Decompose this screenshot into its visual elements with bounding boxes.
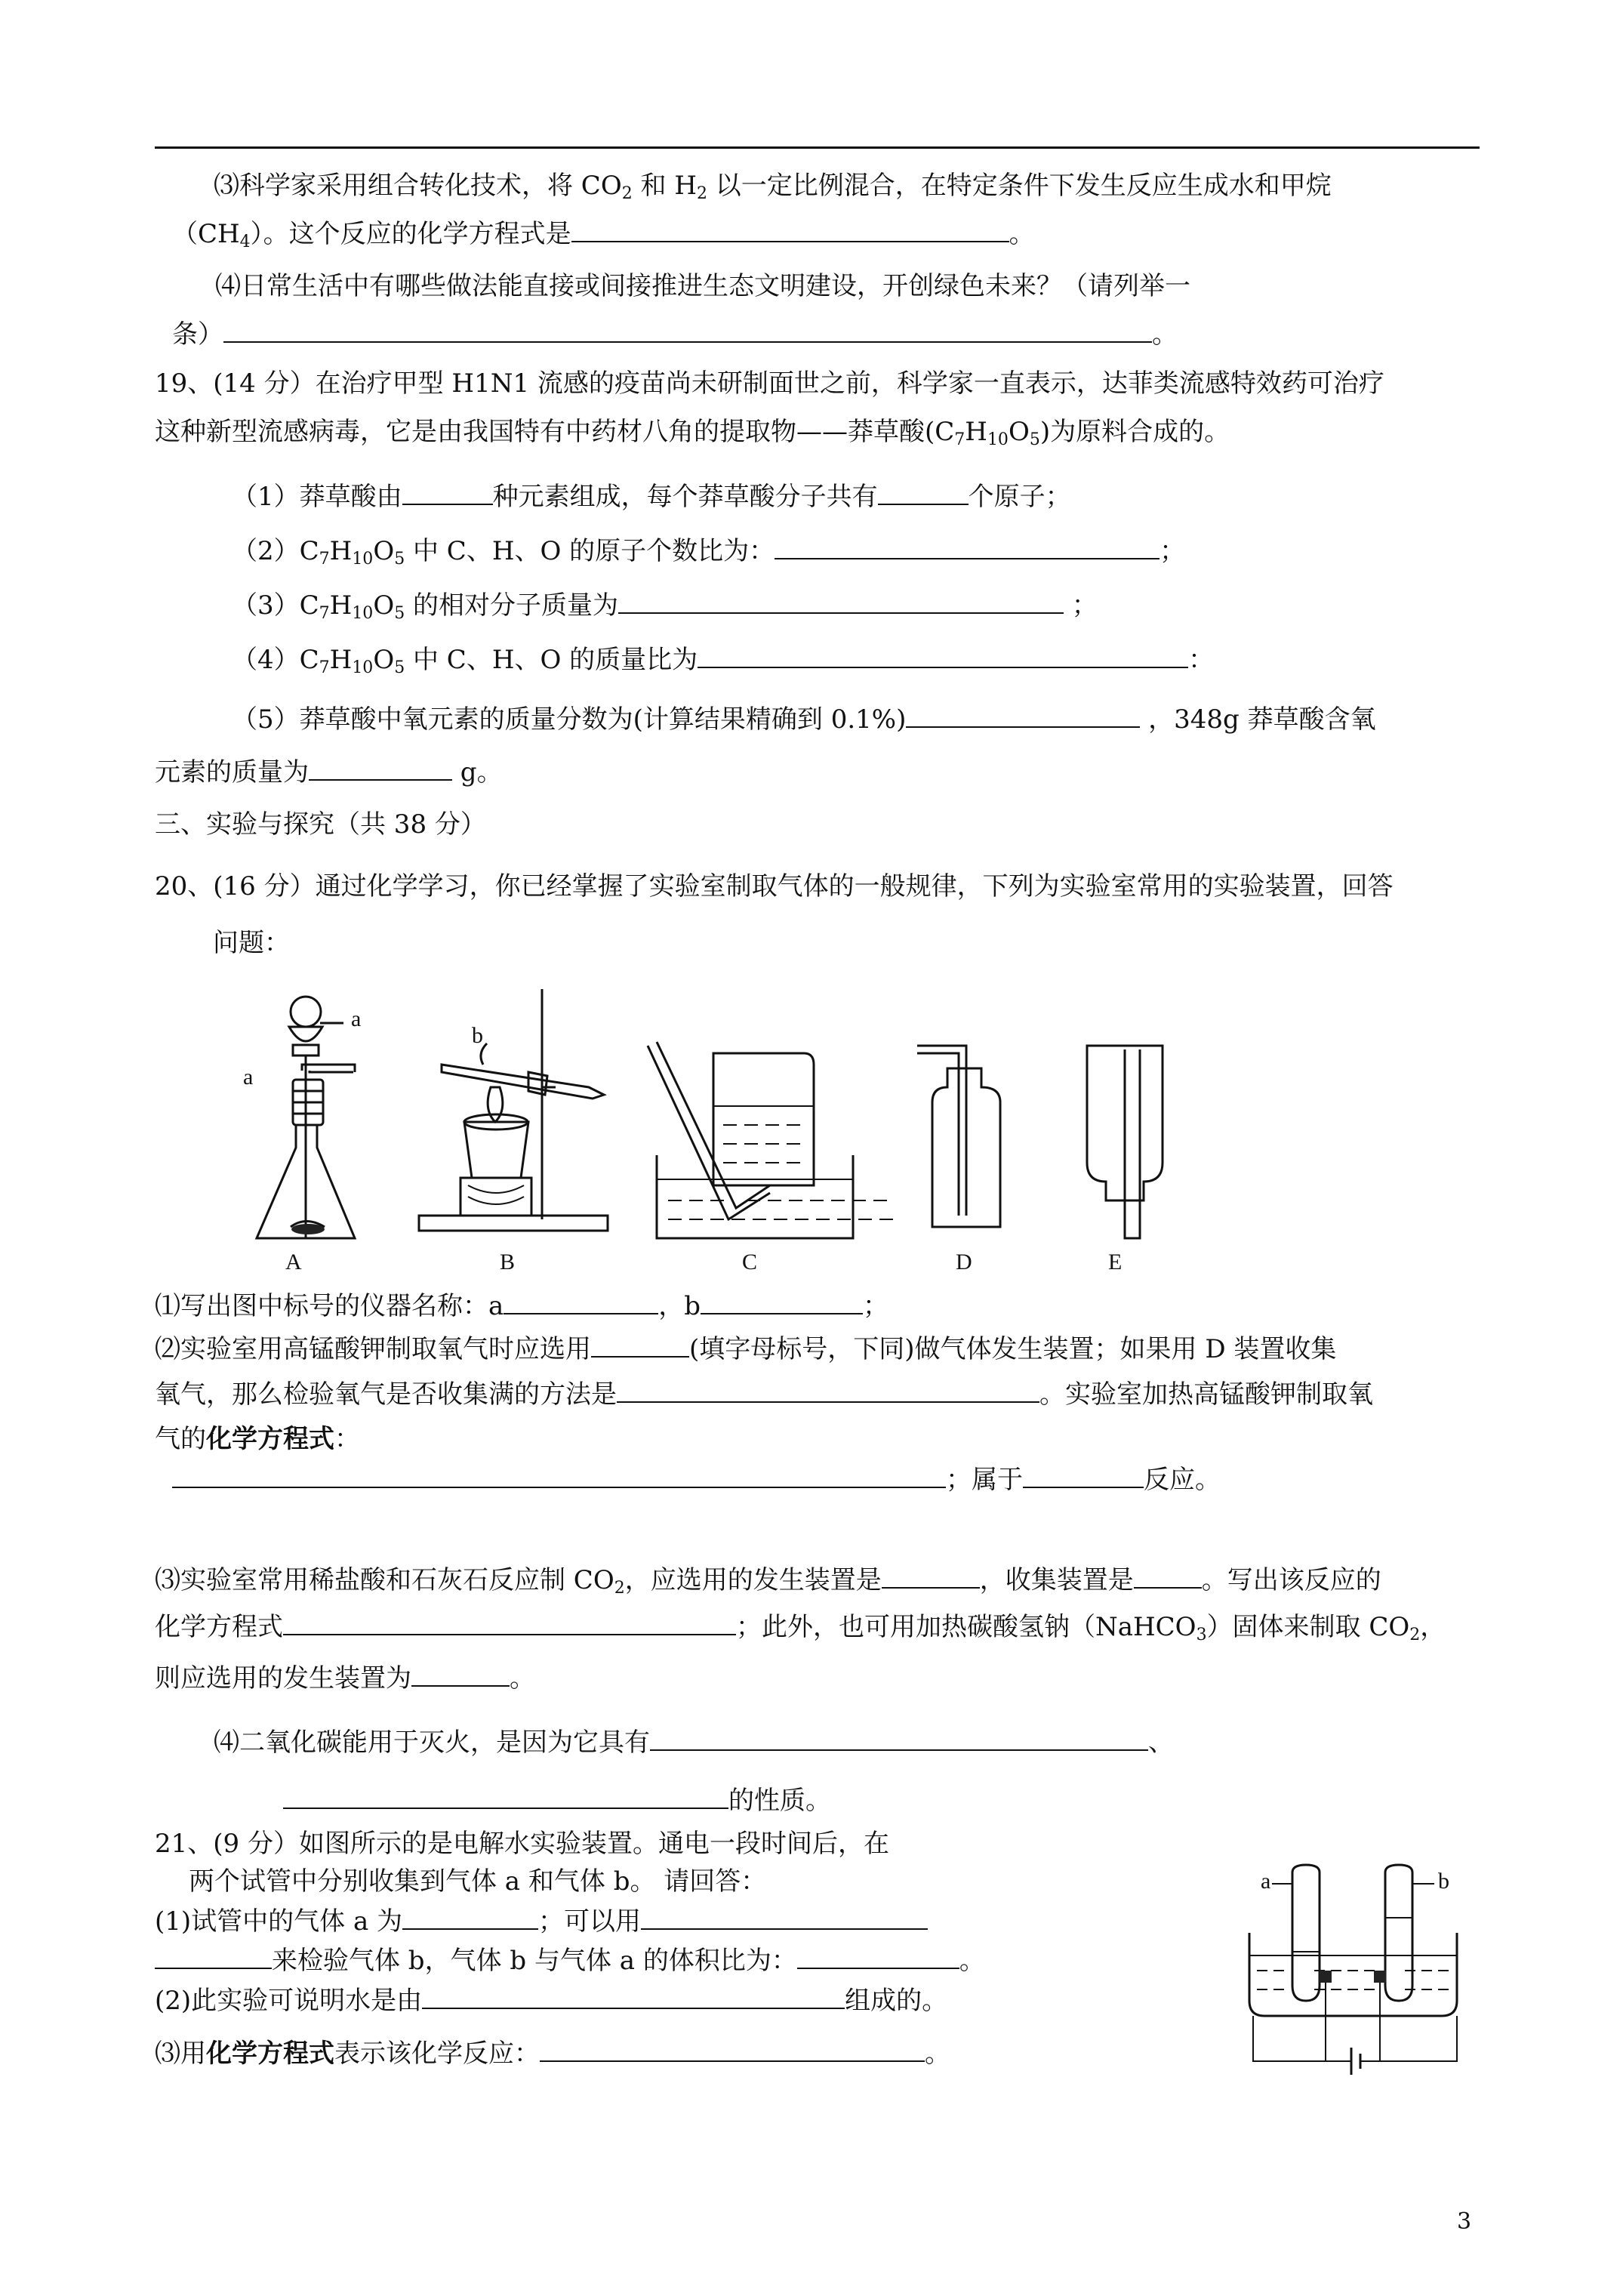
fig-label-B: B: [500, 1250, 516, 1274]
q20-part3-line2: 化学方程式 ；此外，也可用加热碳酸氢钠（NaHCO$_3$）固体来制取 $CO_2$，: [155, 1608, 1446, 1653]
q21-part1-line2: 来检验气体 b，气体 b 与气体 a 的体积比为： 。: [155, 1942, 985, 1979]
fig-label-C: C: [742, 1250, 758, 1274]
q19-item5-line2: 元素的质量为 g。: [155, 754, 503, 791]
q21-part1-line1: (1)试管中的气体 a 为 ；可以用: [155, 1903, 928, 1940]
electrolysis-label-b: b: [1438, 1869, 1449, 1894]
q20-part2-line2: 氧气，那么检验氧气是否收集满的方法是 。实验室加热高锰酸钾制取氧: [155, 1376, 1373, 1413]
q19-item5-line1: （5）莽草酸中氧元素的质量分数为(计算结果精确到 0.1%) ，348g 莽草酸含氧: [232, 701, 1376, 738]
q18-part4-line2: 条） 。: [172, 316, 1178, 353]
q21-intro-line2: 两个试管中分别收集到气体 a 和气体 b。 请回答：: [189, 1866, 767, 1897]
q18-part4-line1: ⑷日常生活中有哪些做法能直接或间接推进生态文明建设，开创绿色未来？（请列举一: [215, 271, 1190, 301]
section-heading: 三、实验与探究（共 38 分）: [155, 809, 486, 840]
fig-label-E: E: [1108, 1250, 1123, 1274]
fig-label-D: D: [956, 1250, 972, 1274]
q20-part4-line2: 的性质。: [283, 1782, 831, 1819]
q20-part2-line1: ⑵实验室用高锰酸钾制取氧气时应选用 (填字母标号，下同)做气体发生装置；如果用 D 装置收集: [155, 1330, 1336, 1367]
q19-item3: $(3)C_7H_{10}O_5$ 的相对分子质量为 ；: [232, 587, 1098, 632]
label-a: a: [351, 1006, 362, 1031]
q20-part1: ⑴写出图中标号的仪器名称：a ，b ；: [155, 1287, 888, 1324]
fig-label-A: A: [285, 1250, 302, 1274]
q21-part2: (2)此实验可说明水是由 组成的。: [155, 1982, 947, 2019]
q19-item2: $(2)C_7H_{10}O_5$ 中 C、H、O 的原子个数比为： ；: [232, 532, 1185, 578]
q20-part4-line1: ⑷二氧化碳能用于灭火，是因为它具有 、: [214, 1724, 1174, 1761]
q19-item4: $(4)C_7H_{10}O_5$ 中 C、H、O 的质量比为 ：: [232, 641, 1214, 686]
q19-item1: （1）莽草酸由 种元素组成，每个莽草酸分子共有 个原子；: [232, 478, 1071, 515]
q20-intro-line1: 20、(16 分）通过化学学习，你已经掌握了实验室制取气体的一般规律，下列为实验室常用的实验装置，回答: [155, 871, 1394, 901]
q20-part2-line4: ；属于 反应。: [172, 1461, 1221, 1498]
q21-part3: ⑶用化学方程式表示该化学反应： 。: [155, 2035, 950, 2072]
page-number: 3: [1457, 2208, 1472, 2235]
q21-intro-line1: 21、(9 分）如图所示的是电解水实验装置。通电一段时间后，在: [155, 1829, 889, 1859]
q20-part3-line3: 则应选用的发生装置为 。: [155, 1660, 535, 1697]
q19-intro-line2: 这种新型流感病毒，它是由我国特有中药材八角的提取物——莽草酸$(C_7H_{10}O_5)$为原料合成的。: [155, 417, 1230, 449]
q20-part3-line1: ⑶实验室常用稀盐酸和石灰石反应制 $CO_2$，应选用的发生装置是 ，收集装置是 。写出该反应的: [155, 1561, 1381, 1607]
q18-part3-line2: $(CH_4)$。这个反应的化学方程式是 。: [172, 215, 1035, 260]
label-a-side: a: [243, 1065, 254, 1089]
q20-part2-line3: 气的化学方程式：: [155, 1424, 360, 1454]
label-b: b: [472, 1023, 483, 1048]
q19-intro-line1: 19、(14 分）在治疗甲型 H1N1 流感的疫苗尚未研制面世之前，科学家一直表示，达菲类流感特效药可治疗: [155, 368, 1384, 399]
q20-intro-line2: 问题：: [213, 928, 290, 958]
electrolysis-label-a: a: [1261, 1869, 1271, 1894]
q18-part3-line1: ⑶科学家采用组合转化技术，将 $CO_2$ 和 $H_2$ 以一定比例混合，在特定条件下发生反应生成水和甲烷: [214, 171, 1332, 203]
